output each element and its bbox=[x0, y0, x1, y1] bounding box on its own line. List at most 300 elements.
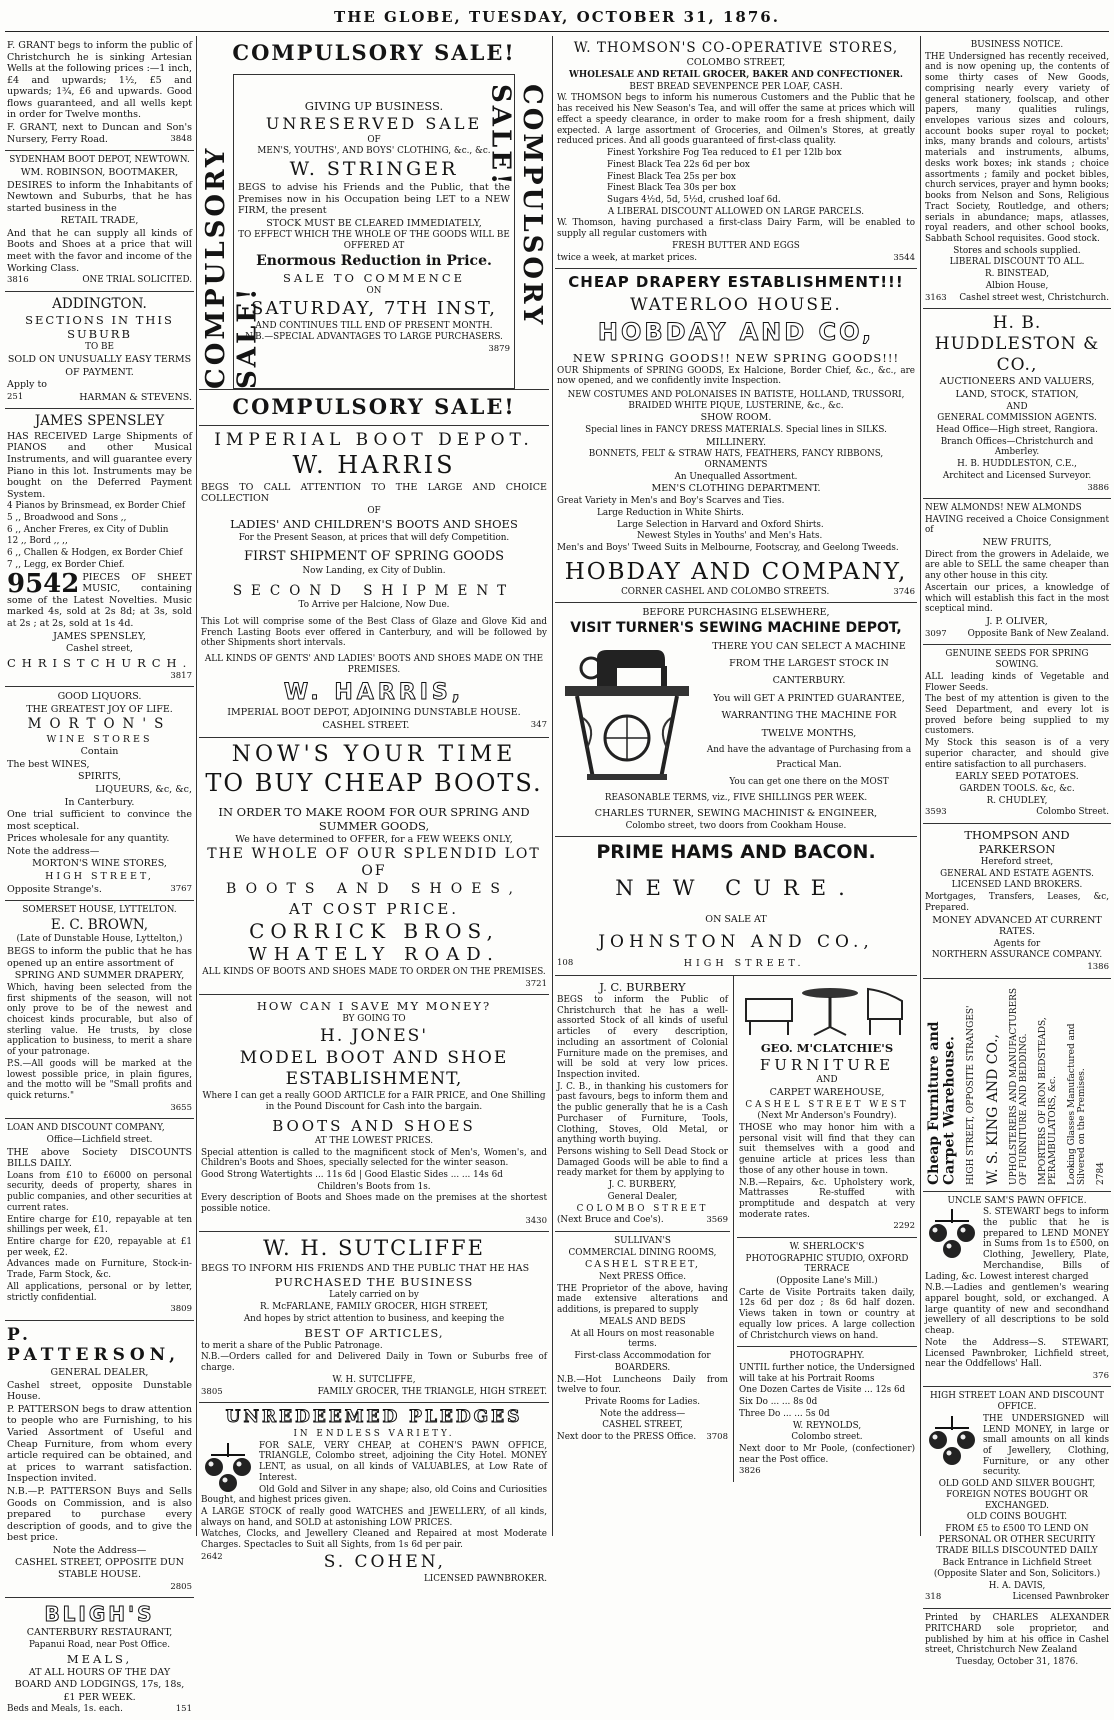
ad-title: GOOD LIQUORS. bbox=[57, 691, 142, 703]
ad-text: Every description of Boots and Shoes made on the premises at the shortest possible notice. bbox=[201, 1193, 547, 1215]
ad-davis bbox=[923, 1387, 1111, 1609]
ad-sherlock bbox=[737, 1238, 917, 1347]
ad-butter: FRESH BUTTER AND EGGS bbox=[672, 240, 800, 251]
ad-ref: 3848 bbox=[170, 133, 192, 144]
ad-line: PRIME HAMS AND BACON. bbox=[596, 841, 876, 864]
ad-line: FROM £5 to £500 TO LEND ON PERSONAL OR OTHER SECURITY bbox=[938, 1524, 1096, 1545]
ad-late: (Late of Dunstable House, Lyttelton,) bbox=[16, 934, 183, 945]
ad-text: HAVING received a Choice Consignment of bbox=[925, 514, 1109, 536]
ad-line: N.B.—Hot Luncheons Daily from twelve to four. bbox=[557, 1374, 728, 1396]
ad-line: UNREDEEMED PLEDGES bbox=[225, 1407, 523, 1428]
ad-line: Where I can get a really GOOD ARTICLE for a FAIR PRICE, and One Shilling in the Pound Discount for Cash into the bargain. bbox=[202, 1091, 546, 1112]
ad-line: Contain bbox=[80, 746, 119, 758]
ad-line: TO BUY CHEAP BOOTS. bbox=[205, 769, 543, 798]
list-item: 4 Pianos by Brinsmead, ex Border Chief bbox=[7, 501, 186, 512]
ad-text: BEGS TO CALL ATTENTION TO THE LARGE AND CHOICE COLLECTION bbox=[201, 481, 547, 505]
ad-line: TO EFFECT WHICH THE WHOLE OF THE GOODS WILL BE OFFERED AT bbox=[238, 230, 510, 252]
ad-line: Next PRESS Office. bbox=[598, 1272, 687, 1283]
ad-line: Special lines in FANCY DRESS MATERIALS. Special lines in SILKS. bbox=[585, 425, 887, 436]
ad-text: Loans from £10 to £6000 on personal security, deeds of property, shares in public companies, and other securities at current rates. bbox=[7, 1170, 192, 1213]
ad-title: GENUINE SEEDS FOR SPRING SOWING. bbox=[945, 649, 1089, 671]
ad-parkerson bbox=[923, 824, 1111, 979]
ad-sub: CANTERBURY RESTAURANT, bbox=[26, 1627, 173, 1639]
list-item: Finest Black Tea 22s 6d per box bbox=[607, 159, 750, 170]
ad-line: Architect and Licensed Surveyor. bbox=[942, 470, 1092, 481]
column-4 bbox=[923, 36, 1111, 1667]
ad-name: W. HARRIS bbox=[292, 451, 456, 480]
ad-text: HAS RECEIVED Large Shipments of PIANOS and other Musical Instruments, and will guarantee every Piano in this lot. Instruments may be bought on the Deferred Payment System. bbox=[7, 430, 192, 500]
column-rule bbox=[552, 36, 553, 1536]
ad-title: W. THOMSON'S CO-OPERATIVE STORES, bbox=[573, 40, 899, 56]
ad-split-row bbox=[555, 976, 917, 1482]
ad-line: N.B.—Orders called for and Delivered Daily in Town or Suburbs free of charge. bbox=[201, 1352, 547, 1374]
imprint-text: Printed by CHARLES ALEXANDER PRITCHARD sole proprietor, and published by him at his office in Cashel street, Christchurch New Zealand bbox=[925, 1613, 1109, 1656]
ad-ref: 3708 bbox=[706, 1432, 728, 1443]
ad-line: To Arrive per Halcione, Now Due. bbox=[298, 600, 450, 611]
ad-line: OF PAYMENT. bbox=[65, 366, 134, 378]
ad-sub: THE GREATEST JOY OF LIFE. bbox=[26, 703, 173, 715]
ad-text: DESIRES to inform the Inhabitants of Newtown and Suburbs, that he has started business in the bbox=[7, 179, 192, 214]
ad-line: AND CONTINUES TILL END OF PRESENT MONTH. bbox=[255, 320, 493, 331]
ad-ref: 318 bbox=[925, 1592, 942, 1603]
ad-note: Note the address— bbox=[599, 1408, 686, 1419]
ad-ref: 3816 bbox=[7, 275, 29, 286]
ad-line: BEST OF ARTICLES, bbox=[304, 1325, 444, 1340]
ad-ref: 3879 bbox=[488, 344, 510, 355]
ad-burbery bbox=[555, 976, 730, 1232]
ad-text: N.B.—Ladies and gentlemen's wearing apparel bought, sold, or exchanged. A large quantity of new and secondhand jewellery of all descriptions to be sold cheap. bbox=[925, 1283, 1109, 1337]
ad-text: FOR SALE, VERY CHEAP, at COHEN'S PAWN OFFICE, TRIANGLE, Colombo street, adjoining the City Hotel. MONEY LENT, as usual, on all kinds of VALUABLES, at Low Rate of Interest. bbox=[259, 1440, 547, 1483]
ad-line: SULLIVAN'S bbox=[614, 1236, 671, 1247]
ad-text: W. THOMSON begs to inform his numerous Customers and the Public that he has received his New Season's Tea, and will offer the same at prices which will effect a speedy clearance, in order to make room for a fresh shipment, daily expected. A large assortment of Groceries, and Oilmen's Stores, at greatly reduced prices. And all goods guaranteed of first-class quality. bbox=[557, 93, 915, 147]
list-item: Three Do ... ... 5s 0d bbox=[739, 1408, 830, 1419]
ad-name: W. H. SUTCLIFFE bbox=[263, 1236, 485, 1261]
ad-text: Entire charge for £20, repayable at £1 per week, £2. bbox=[7, 1237, 192, 1258]
column-rule bbox=[920, 36, 921, 1536]
ad-line: R. McFARLANE, FAMILY GROCER, HIGH STREET, bbox=[259, 1302, 489, 1313]
ad-sig: H. A. DAVIS, bbox=[988, 1580, 1046, 1591]
ad-johnston bbox=[555, 837, 917, 976]
ad-address: MORTON'S WINE STORES, bbox=[32, 858, 167, 870]
ad-patterson bbox=[5, 1321, 194, 1598]
ad-line: NEW SPRING GOODS!! NEW SPRING GOODS!!! bbox=[572, 350, 900, 365]
ad-meals: MEALS, bbox=[66, 1651, 133, 1666]
ad-line: For the Present Season, at prices that will defy Competition. bbox=[238, 532, 510, 543]
ad-line: MILLINERY. bbox=[705, 436, 767, 448]
ad-oliver bbox=[923, 499, 1111, 645]
ad-line: FAMILY GROCER, THE TRIANGLE, HIGH STREET. bbox=[317, 1386, 547, 1397]
ad-line: LADIES' AND CHILDREN'S BOOTS AND SHOES bbox=[230, 517, 518, 532]
list-item: Finest Black Tea 25s per box bbox=[607, 171, 736, 182]
ad-ref: 3593 bbox=[925, 807, 947, 818]
ad-text: BEGS to inform the Public of Christchurch that he has a well-assorted Stock of all kinds of useful articles of every description, including an assortment of Colonial Furniture made on the premises, and will be sold at very low prices. Inspection invited. bbox=[557, 994, 728, 1080]
ad-line: Now Landing, ex City of Dublin. bbox=[302, 566, 446, 577]
ad-addington bbox=[5, 292, 194, 410]
ad-name: H. B. HUDDLESTON & CO., bbox=[934, 313, 1100, 375]
ad-line: (Opposite Lane's Mill.) bbox=[776, 1275, 878, 1286]
ad-name: GEO. M'CLATCHIE'S bbox=[760, 1040, 894, 1055]
ad-line: BONNETS, FELT & STRAW HATS, FEATHERS, FANCY RIBBONS, ORNAMENTS bbox=[588, 449, 884, 471]
ad-line: ON SALE AT bbox=[705, 914, 767, 926]
list-item: Finest Black Tea 30s per box bbox=[607, 183, 736, 194]
ad-text: Note the Address—S. STEWART, Licensed Pawnbroker, Lichfield street, near the Oddfellows' Hall. bbox=[925, 1337, 1109, 1370]
ad-address: Papanui Road, near Post Office. bbox=[29, 1639, 170, 1650]
ad-text: Direct from the growers in Adelaide, we are able to SELL the same cheaper than any other house in this city. bbox=[925, 549, 1109, 582]
ad-agents: HARMAN & STEVENS. bbox=[79, 391, 192, 403]
ad-name: WM. ROBINSON, BOOTMAKER, bbox=[20, 166, 179, 178]
sub-column-right bbox=[734, 976, 917, 1482]
ad-title: COMPULSORY SALE! bbox=[232, 40, 516, 65]
ad-address: HIGH STREET, bbox=[45, 871, 154, 883]
ad-title: UNCLE SAM'S PAWN OFFICE. bbox=[947, 1195, 1087, 1206]
ad-line: BY GOING TO bbox=[342, 1014, 406, 1025]
ad-text: A LARGE STOCK of really good WATCHES and JEWELLERY, of all kinds, always on hand, and SOLD at astonishing LOW PRICES. bbox=[201, 1507, 547, 1528]
ad-line: FIRST SHIPMENT OF SPRING GOODS bbox=[243, 549, 505, 565]
ad-line: CASHEL STREET, bbox=[584, 1259, 700, 1271]
ad-line: MODEL BOOT AND SHOE bbox=[239, 1047, 509, 1068]
ad-ref: 3097 bbox=[925, 628, 947, 639]
ad-line: NEW COSTUMES AND POLONAISES IN BATISTE, HOLLAND, TRUSSORI, BRAIDED WHITE PIQUE, LUSTERINE, &c., &c. bbox=[567, 390, 905, 411]
ad-spring: SPRING AND SUMMER DRAPERY, bbox=[14, 970, 185, 982]
ad-text: Persons wishing to Sell Dead Stock or Damaged Goods will be able to find a ready market for them by applying to bbox=[557, 1147, 728, 1179]
ad-text: W. Thomson, having purchased a first-class Dairy Farm, will be enabled to supply all regular customers with bbox=[557, 218, 915, 240]
ad-text: S. STEWART begs to inform the public that he is prepared to LEND MONEY in Sums from 1s to £500, on Clothing, Jewellery, Plate, Merchandise, Bills of Lading, &c. Lowest interest charged bbox=[925, 1207, 1109, 1282]
ad-line: LAND, STOCK, STATION, bbox=[955, 389, 1079, 401]
ad-title: NEW ALMONDS! NEW ALMONDS bbox=[925, 503, 1082, 513]
pawn-balls-icon bbox=[201, 1441, 255, 1495]
ad-text: F. GRANT begs to inform the public of Christchurch he is sinking Artesian Wells at the following prices :—1 inch, £4 and upwards; 1½, £5 and upwards; 1¾, £6 and upwards. Good flows guaranteed, and all wells kept in order for Twelve months. bbox=[7, 40, 192, 121]
ad-stewart bbox=[923, 1192, 1111, 1388]
ad-trial: ONE TRIAL SOLICITED. bbox=[82, 275, 192, 286]
ad-bread: BEST BREAD SEVENPENCE PER LOAF, CASH. bbox=[629, 81, 843, 92]
ad-vertical-line: W. S. KING AND CO., bbox=[984, 1033, 1001, 1185]
ad-text: Prices wholesale for any quantity. bbox=[7, 833, 170, 845]
ad-line: AUCTIONEERS AND VALUERS, bbox=[939, 376, 1095, 388]
ad-line: SECTIONS IN THIS SUBURB bbox=[25, 313, 174, 342]
ad-name: S. COHEN, bbox=[323, 1551, 446, 1572]
ad-sig: R. CHUDLEY, bbox=[986, 795, 1048, 806]
ad-line: Private Rooms for Ladies. bbox=[584, 1396, 701, 1407]
ad-sub: GENERAL DEALER, bbox=[50, 1367, 149, 1379]
ad-stores: WINE STORES bbox=[46, 733, 153, 745]
ad-loan bbox=[5, 1119, 194, 1321]
ad-ps: P.S.—All goods will be marked at the lowest possible price, in plain figures, and the motto will be "Small profits and quick returns." bbox=[7, 1058, 192, 1102]
ad-line: SHOW ROOM. bbox=[700, 412, 772, 424]
ad-side-text: COMPULSORY SALE! bbox=[485, 84, 547, 328]
ad-sub: Licensed Pawnbroker bbox=[1012, 1592, 1109, 1603]
ad-text: BEGS to advise his Friends and the Public, that the Premises now in his Occupation being LET to a NEW FIRM, the present bbox=[238, 182, 510, 217]
list-item: Six Do ... ... 8s 0d bbox=[739, 1397, 818, 1408]
column-rule bbox=[196, 36, 197, 1536]
ad-beds: Beds and Meals, 1s. each. bbox=[7, 1704, 123, 1715]
ad-name: THOMPSON AND PARKERSON bbox=[964, 827, 1070, 856]
ad-note: Note the Address— bbox=[52, 1544, 147, 1556]
ad-turner bbox=[555, 603, 917, 837]
ad-robinson bbox=[5, 151, 194, 292]
ad-ref: 2292 bbox=[893, 1221, 915, 1232]
ad-text: BEGS TO INFORM HIS FRIENDS AND THE PUBLIC THAT HE HAS bbox=[201, 1262, 530, 1274]
ad-line: NOW'S YOUR TIME bbox=[231, 741, 517, 767]
ad-address: CORNER CASHEL AND COLOMBO STREETS. bbox=[621, 586, 830, 597]
ad-title: P. PATTERSON, bbox=[7, 1324, 181, 1366]
ad-line: LIBERAL DISCOUNT TO ALL. bbox=[949, 257, 1085, 268]
ad-line: SATURDAY, 7TH INST, bbox=[251, 297, 497, 319]
ad-name: J. C. BURBERY bbox=[599, 979, 686, 994]
ad-line: SOLD ON UNUSUALLY EASY TERMS bbox=[7, 354, 192, 366]
ad-text: N.B.—P. PATTERSON Buys and Sells Goods on Commission, and is also prepared to purchase every description of goods, and to give the best price. bbox=[7, 1485, 192, 1544]
ad-text: Ascertain our prices, a knowledge of which will establish this fact in the most sceptical mind. bbox=[925, 582, 1109, 615]
masthead: THE GLOBE, TUESDAY, OCTOBER 31, 1876. bbox=[334, 8, 780, 26]
ad-vertical-line: Looking Glasses Manufactured and Silvered on the Premises. bbox=[1067, 1023, 1088, 1185]
ad-address: Cashel street, opposite Dunstable House. bbox=[7, 1379, 192, 1403]
ad-text: Entire charge for £10, repayable at ten shillings per week, £1. bbox=[7, 1214, 192, 1236]
ad-line: And have the advantage of Purchasing from a Practical Man. bbox=[706, 744, 912, 771]
ad-thomson bbox=[555, 36, 917, 269]
ad-text: BEGS to inform the public that he has opened up an entire assortment of bbox=[7, 946, 192, 969]
ad-sig: JAMES SPENSLEY, bbox=[53, 630, 146, 642]
ad-title: COMPULSORY SALE! bbox=[232, 394, 516, 419]
ad-sutcliffe bbox=[199, 1232, 549, 1403]
ad-ref: 3746 bbox=[893, 586, 915, 597]
ad-address: Opposite Strange's. bbox=[7, 883, 102, 895]
ad-line: LICENSED LAND BROKERS. bbox=[951, 880, 1083, 891]
ad-ref: 3721 bbox=[525, 978, 547, 989]
ad-text: P. PATTERSON begs to draw attention to people who are Furnishing, to his Varied Assortment of Useful and Cheap Furniture, from whom every article required can be obtained, and at prices to warrant satisfaction. Inspection invited. bbox=[7, 1403, 192, 1485]
ad-line: IN ORDER TO MAKE ROOM FOR OUR SPRING AND SUMMER GOODS, bbox=[218, 804, 530, 833]
ad-line: AND bbox=[816, 1075, 838, 1086]
ad-line: Great Variety in Men's and Boy's Scarves and Ties. bbox=[557, 496, 785, 507]
ad-ref: 108 bbox=[557, 958, 574, 969]
ad-line: CORRICK BROS, bbox=[249, 918, 499, 943]
ad-line: THERE YOU CAN SELECT A MACHINE FROM THE LARGEST STOCK IN CANTERBURY. bbox=[712, 641, 906, 687]
ad-address: Opposite Bank of New Zealand. bbox=[967, 628, 1109, 639]
ad-hobday bbox=[555, 269, 917, 603]
ad-side-text: COMPULSORY SALE! bbox=[201, 145, 263, 389]
ad-line: to merit a share of the Public Patronage. bbox=[201, 1340, 383, 1351]
ad-line: GARDEN TOOLS. &c, &c. bbox=[959, 783, 1075, 794]
ad-hours: AT ALL HOURS OF THE DAY bbox=[28, 1666, 171, 1678]
ad-street: COLOMBO STREET, bbox=[686, 57, 786, 69]
ad-line: EARLY SEED POTATOES. bbox=[955, 771, 1079, 783]
ad-line: BOARDERS. bbox=[614, 1362, 671, 1373]
ad-line: Large Reduction in White Shirts. bbox=[597, 507, 744, 518]
ad-ref: 3805 bbox=[201, 1386, 223, 1397]
ad-jones bbox=[199, 995, 549, 1232]
ad-note: Note the address— bbox=[7, 845, 100, 857]
ad-stringer bbox=[199, 40, 549, 390]
ad-line: SALE TO COMMENCE bbox=[282, 270, 466, 285]
ad-line: Albion House, bbox=[985, 280, 1049, 291]
ad-line: TRADE BILLS DISCOUNTED DAILY bbox=[936, 1546, 1098, 1557]
ad-ref: 3767 bbox=[170, 883, 192, 894]
ad-name: HOBDAY AND COMPANY, bbox=[564, 558, 908, 585]
ad-office: Office—Lichfield street. bbox=[46, 1134, 153, 1145]
ad-line: OF bbox=[367, 505, 381, 516]
ad-line: OLD COINS BOUGHT. bbox=[966, 1512, 1068, 1523]
pawn-balls-icon bbox=[925, 1207, 979, 1261]
ad-line: GENERAL COMMISSION AGENTS. bbox=[937, 413, 1097, 424]
ad-line: The best WINES, bbox=[7, 758, 90, 770]
ad-ref: 251 bbox=[7, 391, 24, 402]
ad-text: THOSE who may honor him with a personal visit will find that they can suit themselves with a good and genuine article at prices less than those of any other house in town. bbox=[739, 1122, 915, 1176]
ad-text: Which, having been selected from the first shipments of the season, will not only prove to be of the newest and choicest kinds procurable, but also of sterling value. He trusts, by close application to business, to merit a share of your patronage. bbox=[7, 982, 192, 1058]
ad-king bbox=[923, 979, 1111, 1192]
ad-line: SPIRITS, bbox=[77, 771, 122, 783]
ad-house: WATERLOO HOUSE. bbox=[630, 294, 842, 315]
column-1 bbox=[5, 36, 194, 1715]
ad-board: BOARD AND LODGINGS, 17s, 18s, bbox=[14, 1679, 185, 1691]
ad-line: STOCK MUST BE CLEARED IMMEDIATELY, bbox=[266, 217, 482, 229]
ad-line: THE WHOLE OF OUR SPLENDID LOT OF bbox=[207, 846, 541, 880]
ad-title: ADDINGTON. bbox=[52, 295, 147, 312]
ad-line: We have determined to OFFER, for a FEW WEEKS ONLY, bbox=[235, 833, 513, 845]
ad-logo: W. HARRIS, bbox=[283, 679, 465, 705]
ad-line: ALL KINDS OF GENTS' AND LADIES' BOOTS AND SHOES MADE ON THE PREMISES. bbox=[204, 654, 544, 675]
ad-vertical-box bbox=[925, 982, 1109, 1187]
ad-line: JOHNSTON AND CO., bbox=[598, 931, 874, 952]
ad-harris bbox=[199, 426, 549, 738]
ad-text: All applications, personal or by letter, strictly confidential. bbox=[7, 1281, 192, 1303]
ad-trade: RETAIL TRADE, bbox=[60, 215, 139, 227]
ad-line: (Next Mr Anderson's Foundry). bbox=[757, 1111, 897, 1122]
list-item: 6 ,, Ancher Freres, ex City of Dublin bbox=[7, 524, 169, 535]
ad-sullivan bbox=[555, 1232, 730, 1448]
ad-line: R. BINSTEAD, bbox=[984, 269, 1050, 280]
ad-line: PURCHASED THE BUSINESS bbox=[274, 1275, 474, 1290]
ad-ref: 3817 bbox=[170, 670, 192, 681]
ad-line: Enormous Reduction in Price. bbox=[256, 252, 492, 269]
ad-line: MONEY ADVANCED AT CURRENT RATES. bbox=[932, 914, 1102, 938]
ad-line: Mortgages, Transfers, Leases, &c, Prepared. bbox=[925, 892, 1109, 913]
ad-line: IN ENDLESS VARIETY. bbox=[293, 1428, 455, 1439]
ad-corrick bbox=[199, 738, 549, 996]
ad-line: CASHEL STREET, bbox=[602, 1420, 683, 1431]
ad-stringer-footer bbox=[199, 390, 549, 426]
ad-morton bbox=[5, 687, 194, 901]
ad-text: Carte de Visite Portraits taken daily, 12s 6d per doz ; 8s 6d half dozen. Views taken in town or country at equally low prices. A large collection of Christchurch views on hand. bbox=[739, 1287, 915, 1341]
ad-ref: 3569 bbox=[706, 1215, 728, 1226]
ad-text: THE Proprietor of the above, having made extensive alterations and additions, is prepared to supply bbox=[557, 1283, 728, 1316]
ad-text: Old Gold and Silver in any shape; also, old Coins and Curiosities Bought, and highest prices given. bbox=[201, 1484, 547, 1506]
ad-text: The best of my attention is given to the Seed Department, and every lot is proved before being supplied to my customers. bbox=[925, 694, 1109, 737]
ad-line: Lately carried on by bbox=[329, 1290, 419, 1301]
ad-text: And that he can supply all kinds of Boots and Shoes at a price that will meet with the favor and income of the Working Class. bbox=[7, 227, 192, 274]
ad-week: twice a week, at market prices. bbox=[557, 252, 698, 263]
ad-address: Colombo Street. bbox=[1036, 807, 1109, 818]
list-item: 7 ,, Legg, ex Border Chief. bbox=[7, 559, 125, 570]
ad-line: AT COST PRICE. bbox=[288, 899, 460, 918]
ad-city: CHRISTCHURCH. bbox=[7, 655, 193, 670]
column-2 bbox=[199, 36, 549, 1584]
ad-trade: WHOLESALE AND RETAIL GROCER, BAKER AND CONFECTIONER. bbox=[569, 70, 903, 81]
ad-text: ALL leading kinds of Vegetable and Flower Seeds. bbox=[925, 671, 1109, 693]
ad-title: SYDENHAM BOOT DEPOT, NEWTOWN. bbox=[9, 155, 190, 166]
ad-ref: 3655 bbox=[170, 1102, 192, 1113]
pawn-balls-icon bbox=[925, 1414, 979, 1468]
ad-street: Cashel street, bbox=[66, 643, 133, 655]
ad-line: Next door to Mr Poole, (confectioner) near the Post office. bbox=[739, 1444, 915, 1465]
ad-ref: 2805 bbox=[170, 1581, 192, 1592]
ad-address: F. GRANT, next to Duncan and Son's Nursery, Ferry Road. bbox=[7, 122, 192, 145]
ad-ref: 3430 bbox=[525, 1215, 547, 1226]
ad-line: GENERAL AND ESTATE AGENTS. bbox=[940, 868, 1094, 879]
ad-near: (Next Bruce and Coe's). bbox=[557, 1215, 664, 1226]
ad-name: W. SHERLOCK'S bbox=[789, 1241, 865, 1252]
ad-text: One trial sufficient to convince the most sceptical. bbox=[7, 809, 192, 832]
ad-street: COLOMBO STREET bbox=[576, 1203, 709, 1214]
ad-line: Large Selection in Harvard and Oxford Shirts. bbox=[617, 519, 824, 530]
ad-apply: Apply to bbox=[7, 379, 47, 391]
ad-line: NEW FRUITS, bbox=[982, 537, 1052, 549]
ad-text: J. C. B., in thanking his customers for past favours, begs to inform them and the public generally that he is a Cash Purchaser of Furniture, Tools, Clothing, Stoves, Old Metal, or anything worth buying. bbox=[557, 1081, 728, 1146]
ad-text: PIECES OF SHEET MUSIC, containing some of the Latest Novelties. Music marked 4s, sold at 2s 8d; at 3s, sold at 2s ; at 2s, sold at 1s 4d. bbox=[7, 571, 192, 629]
ad-line: N.B.—SPECIAL ADVANTAGES TO LARGE PURCHASERS. bbox=[245, 332, 503, 343]
ad-sub: General Dealer, bbox=[607, 1191, 678, 1202]
ad-ref: 347 bbox=[530, 719, 547, 730]
ad-ref: 151 bbox=[175, 1704, 192, 1715]
ad-line: MEALS AND BEDS bbox=[599, 1316, 686, 1327]
ad-line: H. B. HUDDLESTON, C.E., bbox=[957, 459, 1077, 470]
ad-text: OUR Shipments of SPRING GOODS, Ex Halcione, Border Chief, &c., &c., are now opened, and we confidently invite Inspection. bbox=[557, 365, 915, 387]
ad-logo: BLIGH'S bbox=[44, 1601, 155, 1626]
ad-logo: HOBDAY AND CO, bbox=[597, 318, 875, 347]
ad-line: ON bbox=[366, 285, 382, 296]
ad-mclatchie bbox=[737, 976, 917, 1238]
ad-line: Agents for bbox=[993, 938, 1041, 949]
ad-binstead bbox=[923, 36, 1111, 309]
ad-line: CASHEL STREET WEST bbox=[745, 1099, 909, 1110]
ad-line: Newest Styles in Youths' and Men's Hats. bbox=[637, 531, 823, 542]
ad-line: BOOTS AND SHOES bbox=[272, 1116, 476, 1135]
ad-line: Head Office—High street, Rangiora. bbox=[936, 425, 1098, 436]
ad-text: Children's Boots from 1s. bbox=[317, 1181, 431, 1192]
ad-line: Next door to the PRESS Office. bbox=[557, 1432, 697, 1443]
ad-ref: 3886 bbox=[1087, 482, 1109, 493]
ad-spensley bbox=[5, 409, 194, 687]
ad-vertical-line: UPHOLSTERERS AND MANUFACTURERS OF FURNITURE AND BEDDING. bbox=[1009, 987, 1030, 1185]
ad-ref: 1386 bbox=[1087, 962, 1109, 973]
imprint bbox=[923, 1609, 1111, 1673]
ad-line: MEN'S CLOTHING DEPARTMENT. bbox=[651, 483, 821, 495]
ad-line: NORTHERN ASSURANCE COMPANY. bbox=[931, 950, 1103, 961]
ad-text: Watches, Clocks, and Jewellery Cleaned and Repaired at most Moderate Charges. Spectacles to Suit all Sights, from 1s 6d per pair. bbox=[201, 1529, 547, 1551]
ad-line: Hereford street, bbox=[980, 857, 1054, 868]
ad-line: HIGH STREET. bbox=[683, 958, 805, 970]
ad-line: And hopes by strict attention to business, and keeping the bbox=[243, 1313, 505, 1324]
ad-line: OLD GOLD AND SILVER BOUGHT, FOREIGN NOTES BOUGHT OR EXCHANGED. bbox=[938, 1479, 1096, 1511]
column-3 bbox=[555, 36, 917, 1536]
ad-text: THE above Society DISCOUNTS BILLS DAILY. bbox=[7, 1146, 192, 1170]
ad-ref: 2784 bbox=[1096, 1161, 1107, 1185]
ad-text: My Stock this season is of a very superior character, and should give entire satisfaction to all purchasers. bbox=[925, 738, 1109, 770]
ad-text: Advances made on Furniture, Stock-in-Trade, Farm Stock, &c. bbox=[7, 1259, 192, 1281]
ad-sig: J. C. BURBERY, bbox=[608, 1180, 677, 1191]
ad-text: Good Strong Watertights ... 11s 6d | Good Elastic Sides ... ... 14s 6d bbox=[201, 1170, 503, 1181]
ad-line: ALL KINDS OF BOOTS AND SHOES MADE TO ORDER ON THE PREMISES. bbox=[202, 967, 546, 978]
list-item: 6 ,, Challen & Hodgen, ex Border Chief bbox=[7, 548, 183, 559]
ad-sig: W. REYNOLDS, bbox=[792, 1420, 862, 1431]
list-item: 12 ,, Bord ,, ,, bbox=[7, 536, 68, 547]
ad-line: IMPERIAL BOOT DEPOT, ADJOINING DUNSTABLE HOUSE. bbox=[227, 707, 521, 719]
ad-line: GIVING UP BUSINESS. bbox=[304, 99, 444, 113]
ad-line: FURNITURE bbox=[759, 1055, 895, 1074]
ad-huddleston bbox=[923, 309, 1111, 499]
ad-line: VISIT TURNER'S SEWING MACHINE DEPOT, bbox=[570, 620, 902, 636]
ad-text: N.B.—Repairs, &c. Upholstery work, Mattrasses Re-stuffed with promptitude and despatch at very moderate rates. bbox=[739, 1177, 915, 1220]
sewing-machine-icon bbox=[557, 638, 697, 788]
ad-name: W. STRINGER bbox=[289, 157, 459, 180]
ad-text: UNTIL further notice, the Undersigned will take at his Portrait Rooms bbox=[739, 1362, 915, 1384]
